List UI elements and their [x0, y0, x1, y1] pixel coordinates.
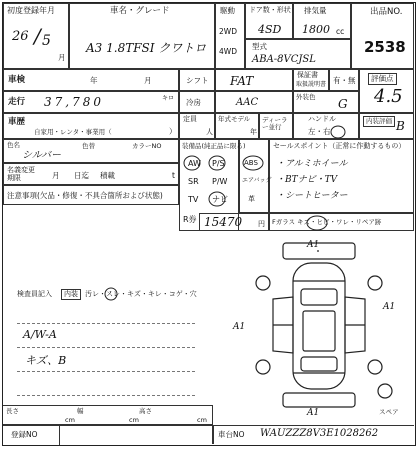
color-name-cell	[3, 139, 179, 163]
drive-4wd: 4WD	[219, 47, 237, 56]
length-unit: cm	[65, 416, 75, 424]
manual-label: 取扱説明書	[296, 81, 327, 88]
selling-points-title: セールスポイント（正常に作動するもの）	[273, 142, 406, 150]
listing-no-label: 出品NO.	[370, 7, 403, 17]
shift-value: FAT	[230, 74, 254, 88]
car-diagram	[243, 241, 396, 411]
reg-month: 5	[42, 33, 51, 49]
selling-point-1: ・アルミホイール	[276, 159, 348, 169]
history-sub: 自家用・レンタ・事業用（	[34, 128, 112, 136]
notes-cell	[3, 185, 179, 205]
shift-label-cell	[179, 69, 215, 91]
note-line-1	[17, 323, 195, 324]
reg-month-unit: 月	[58, 53, 66, 62]
interior-rating: B	[396, 119, 405, 133]
note-line-2	[17, 347, 195, 348]
history-close: ）	[169, 127, 177, 136]
equipment-title: 装備品(純正品に限る)	[182, 142, 246, 150]
chassis-label: 車台NO	[218, 430, 245, 439]
handle-value: 左・右	[308, 127, 331, 136]
inspection-year: 年	[90, 76, 98, 85]
drive-2wd: 2WD	[219, 27, 237, 36]
equipment-extra-3: 革	[248, 195, 255, 203]
rating-cell	[359, 69, 414, 113]
ac-label-cell	[179, 91, 215, 113]
dealer-cell	[259, 113, 293, 139]
history-cell	[3, 113, 179, 139]
ac-label: 冷房	[186, 98, 201, 107]
year-model-label: 年式モデル	[218, 115, 251, 123]
displacement-value: 1800	[302, 23, 330, 36]
first-registration-cell	[3, 3, 69, 69]
history-label: 車歴	[8, 117, 26, 127]
displacement-cell	[293, 3, 351, 39]
model-cell	[245, 39, 351, 69]
reg-slash: /	[34, 24, 41, 48]
inspector-note-2: キズ、B	[25, 354, 67, 367]
shift-value-cell	[215, 69, 293, 91]
notes-label: 注意事項(欠品・修復・不具合箇所および状態)	[7, 191, 163, 200]
recycle-cell	[199, 213, 269, 231]
equipment-mark-3: ナビ	[212, 195, 228, 204]
warranty-yesno-cell	[329, 69, 359, 91]
equipment-circle-2	[208, 155, 226, 171]
handle-label: ハンドル	[308, 115, 336, 123]
reg-no-label: 登録NO	[11, 430, 38, 439]
chassis-no: WAUZZZ8V3E1028262	[260, 428, 379, 439]
color-code-label: 外装色	[296, 93, 316, 101]
recycle-unit: 円	[258, 220, 265, 228]
equipment-code-2: SR	[188, 177, 199, 186]
drive-label: 駆動	[220, 6, 235, 15]
interior-rating-cell	[359, 113, 414, 139]
reg-year: 26	[12, 29, 29, 44]
car-name: A3 1.8TFSI クワトロ	[86, 41, 207, 55]
displacement-label: 排気量	[304, 6, 327, 15]
equipment-code-3: TV	[188, 195, 199, 204]
color-code-cell	[293, 91, 359, 113]
drive-cell	[215, 3, 245, 69]
reg-no-cell	[3, 425, 213, 444]
color-change-label: 色替	[82, 142, 95, 150]
chassis-cell	[213, 425, 414, 444]
inspection-month: 月	[144, 76, 152, 85]
width-label: 幅	[77, 407, 84, 415]
name-grade-label: 車名・グレード	[110, 6, 170, 16]
rating-value: 4.5	[374, 86, 403, 107]
glass-circle	[306, 215, 328, 231]
height-unit: cm	[197, 416, 207, 424]
color-code: G	[338, 97, 348, 111]
load-unit: t	[172, 171, 175, 180]
interior-rating-label: 内装評価	[363, 116, 395, 127]
color-name: シルバー	[22, 150, 62, 161]
year-model-unit: 年	[250, 128, 257, 136]
name-change-cell	[3, 163, 179, 185]
reg-no-divider	[59, 426, 60, 445]
damage-mark-right: A1	[383, 302, 396, 312]
selling-point-3: ・シートヒーター	[276, 191, 348, 201]
inspector-terms: 汚レ・スレ・キズ・キレ・コゲ・穴	[85, 290, 197, 298]
damage-mark-left: A1	[233, 322, 246, 332]
date-month: 月	[52, 171, 60, 180]
first-reg-label: 初度登録年月	[7, 6, 55, 15]
ac-value-cell	[215, 91, 293, 113]
equipment-circle-3	[208, 191, 226, 207]
model-label: 型式	[252, 42, 267, 51]
capacity-label: 定員	[183, 115, 197, 123]
glass-cell	[269, 213, 414, 231]
color-name-label: 色名	[7, 141, 20, 149]
equipment-extra-2: エアバッグ	[242, 177, 272, 184]
listing-no: 2538	[364, 38, 406, 56]
doors-value: 4SD	[258, 23, 282, 36]
damage-mark-bottom: A1	[307, 408, 320, 418]
capacity-unit: 人	[206, 128, 213, 136]
dealer-label: ディーラー並行	[262, 116, 288, 131]
displacement-unit: cc	[336, 27, 345, 36]
warranty-yesno: 有・無	[333, 76, 356, 85]
year-model-cell	[215, 113, 259, 139]
note-line-3	[17, 371, 195, 372]
shift-label: シフト	[186, 76, 209, 85]
equipment-circle-4	[242, 155, 264, 171]
mileage-label: 走行	[8, 97, 26, 107]
recycle-label: R券	[183, 215, 197, 224]
listing-number-cell	[351, 3, 414, 69]
equipment-circle-1	[183, 155, 201, 171]
right-handle-circle	[330, 125, 346, 139]
color-no-label: カラーNO	[132, 142, 162, 150]
load-label: 積載	[100, 171, 115, 180]
warranty-cell	[293, 69, 329, 91]
width-unit: cm	[129, 416, 139, 424]
rating-label: 評価点	[368, 73, 397, 85]
name-change-label: 名義変更期限	[7, 166, 35, 182]
height-label: 高さ	[139, 407, 152, 415]
inspection-label: 車検	[8, 75, 26, 85]
mileage-cell	[3, 91, 179, 113]
equipment-mark-2: P/W	[212, 177, 228, 186]
equipment-code-1: AW	[188, 159, 201, 168]
recycle-value: 15470	[204, 215, 243, 229]
doors-cell	[245, 3, 293, 39]
ac-value: AAC	[236, 97, 259, 108]
model-value: ABA-8VCJSL	[252, 54, 316, 65]
handle-cell	[293, 113, 359, 139]
inspector-circle	[104, 287, 118, 301]
mileage-value: 37,780	[44, 95, 104, 109]
selling-point-2: ・BTナビ・TV	[276, 175, 338, 185]
damage-mark-top: A1	[307, 240, 320, 250]
inspector-label: 検査員記入	[17, 290, 52, 298]
glass-row: Fガラス キズ・ヒビ・ワレ・リペア跡	[272, 218, 382, 226]
equipment-extra-cell	[239, 139, 272, 213]
inspector-interior-label: 内装	[61, 289, 81, 300]
equipment-extra-1: ABS	[244, 159, 258, 167]
length-label: 長さ	[6, 407, 19, 415]
inspector-note-1: A/W-A	[23, 328, 57, 341]
warranty-label: 保証書	[297, 71, 318, 79]
name-grade-cell	[69, 3, 215, 69]
date-day: 日迄	[74, 171, 89, 180]
note-line-4	[17, 395, 195, 396]
dimensions-cell	[3, 405, 213, 425]
spare-label: スペア	[379, 408, 399, 416]
inspection-cell	[3, 69, 179, 91]
capacity-cell	[179, 113, 215, 139]
selling-points-cell	[269, 139, 414, 213]
door-label: ドア数・形状	[249, 6, 291, 14]
auction-sheet	[2, 2, 416, 446]
equipment-mark-1: P/S	[212, 159, 225, 168]
mileage-unit: キロ	[162, 95, 175, 102]
